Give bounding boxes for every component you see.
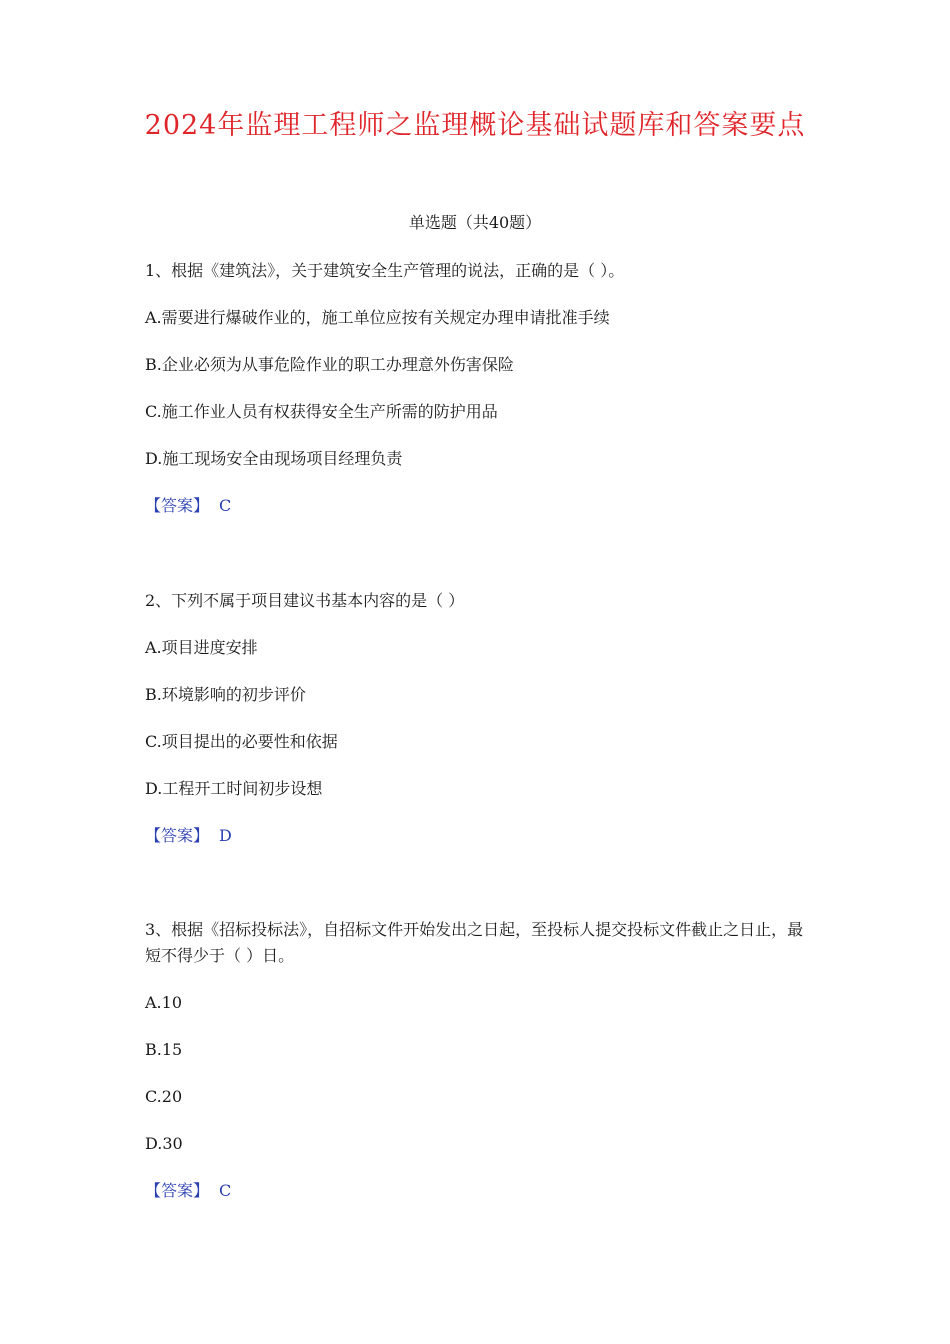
answer-value: C xyxy=(219,1181,232,1200)
option-c: C.施工作业人员有权获得安全生产所需的防护用品 xyxy=(145,402,498,421)
answer-value: D xyxy=(219,826,232,845)
question-stem: 1、根据《建筑法》，关于建筑安全生产管理的说法，正确的是（ ）。 xyxy=(145,261,625,280)
answer-label: 【答案】 xyxy=(145,496,210,515)
answer-line xyxy=(145,823,232,849)
document-title: 2024年监理工程师之监理概论基础试题库和答案要点 xyxy=(144,110,806,141)
section-heading: 单选题（共40题） xyxy=(408,213,542,232)
option-a: A.10 xyxy=(145,993,182,1012)
option-a: A.需要进行爆破作业的，施工单位应按有关规定办理申请批准手续 xyxy=(145,308,610,327)
answer-label: 【答案】 xyxy=(145,1181,210,1200)
option-b: B.15 xyxy=(145,1040,183,1059)
question-stem: 3、根据《招标投标法》，自招标文件开始发出之日起，至投标人提交投标文件截止之日止，最短不得少于（ ）日。 xyxy=(145,920,804,965)
option-c: C.项目提出的必要性和依据 xyxy=(145,732,338,751)
option-d: D.施工现场安全由现场项目经理负责 xyxy=(145,449,403,468)
option-a: A.项目进度安排 xyxy=(145,638,258,657)
answer-value: C xyxy=(219,496,232,515)
question-stem: 2、下列不属于项目建议书基本内容的是（ ） xyxy=(145,591,465,610)
answer-line xyxy=(145,1178,231,1204)
option-b: B.环境影响的初步评价 xyxy=(145,685,306,704)
option-d: D.30 xyxy=(145,1134,183,1153)
option-d: D.工程开工时间初步设想 xyxy=(145,779,323,798)
option-b: B.企业必须为从事危险作业的职工办理意外伤害保险 xyxy=(145,355,514,374)
answer-line xyxy=(145,493,231,519)
option-c: C.20 xyxy=(145,1087,183,1106)
answer-label: 【答案】 xyxy=(145,826,210,845)
